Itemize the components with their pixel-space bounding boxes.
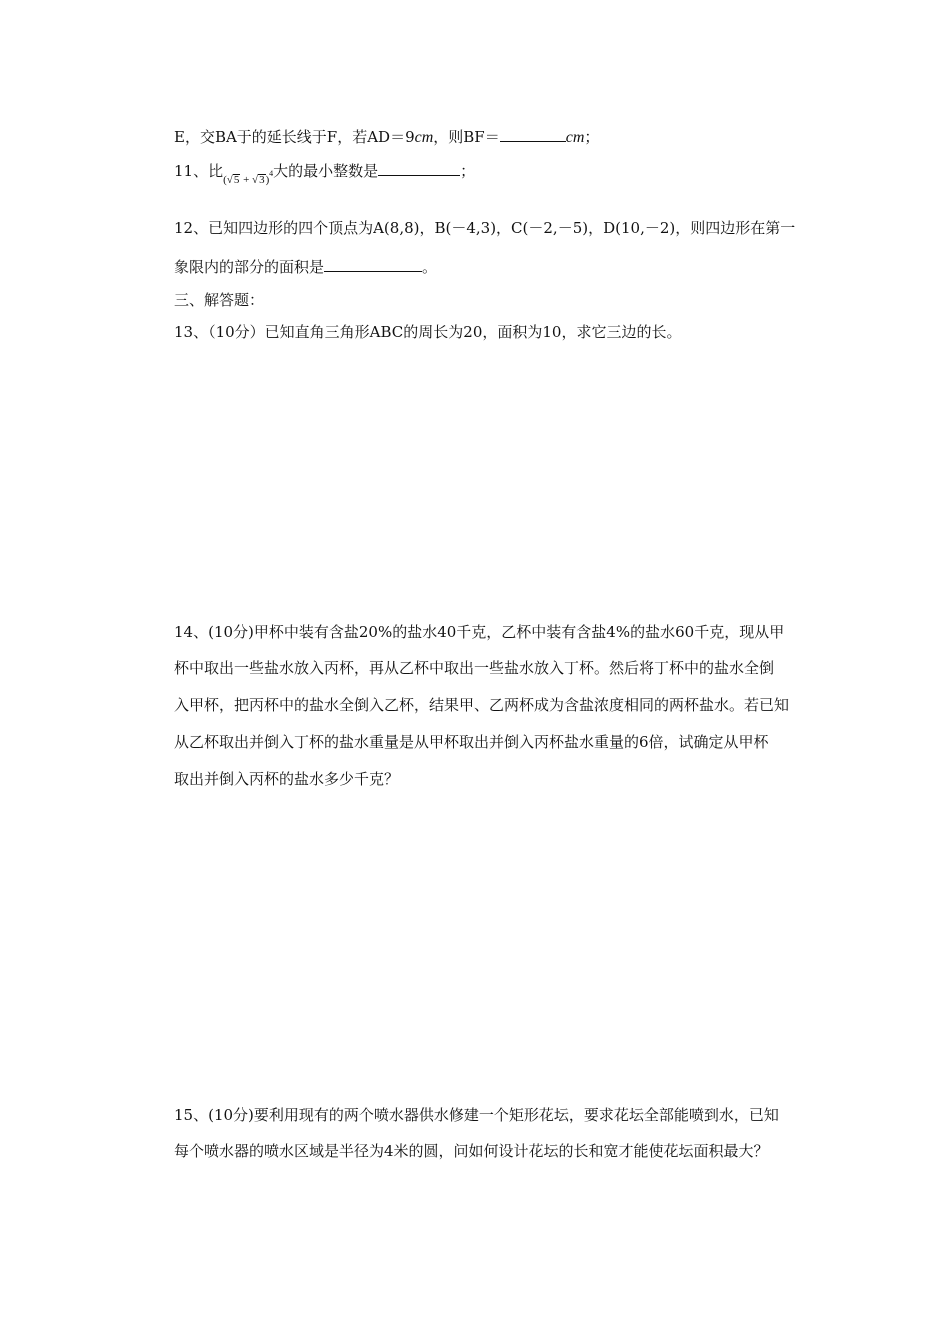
formula-plus: + — [240, 174, 253, 186]
q10-unit-2: cm — [565, 129, 585, 146]
formula-open-paren: ( — [223, 174, 227, 186]
q15-line-1: 15、(10分)要利用现有的两个喷水器供水修建一个矩形花坛，要求花坛全部能喷到水，已知 — [174, 1106, 779, 1124]
q11-end: ； — [460, 162, 476, 180]
q11-line — [174, 160, 475, 184]
q10-answer-blank[interactable] — [500, 126, 566, 142]
section-heading: 三、解答题： — [174, 291, 265, 309]
formula-exponent: 4 — [269, 169, 274, 178]
q10-tail-line — [174, 126, 599, 148]
q15-line-2: 每个喷水器的喷水区域是半径为4米的圆，问如何设计花坛的长和宽才能使花坛面积最大？ — [174, 1142, 769, 1160]
q12-answer-blank[interactable] — [324, 256, 422, 272]
q12-line-2-text: 象限内的部分的面积是 — [174, 258, 325, 276]
radical-sign-2: √ — [252, 174, 259, 186]
q11-formula — [223, 164, 273, 184]
radical-sign-1: √ — [226, 174, 233, 186]
q14-line-3: 入甲杯，把丙杯中的盐水全倒入乙杯，结果甲、乙两杯成为含盐浓度相同的两杯盐水。若已知 — [174, 696, 790, 714]
q10-unit-1: cm — [414, 129, 434, 146]
q11-suffix: 大的最小整数是 — [273, 162, 379, 180]
q11-prefix: 11、比 — [174, 162, 224, 180]
q11-answer-blank[interactable] — [378, 160, 460, 176]
q14-line-2: 杯中取出一些盐水放入丙杯，再从乙杯中取出一些盐水放入丁杯。然后将丁杯中的盐水全倒 — [174, 659, 775, 677]
formula-close-paren: ) — [265, 174, 270, 186]
q12-line-2 — [174, 256, 437, 277]
q12-end: 。 — [422, 258, 438, 276]
radicand-1: 5 — [233, 174, 240, 186]
q12-line-1: 12、已知四边形的四个顶点为A(8,8)，B(－4,3)，C(－2,－5)，D(10,－2)，则四边形在第一 — [174, 219, 796, 237]
q10-text-part1: E，交BA于的延长线于F，若AD＝9 — [174, 128, 415, 146]
q13-line: 13、（10分）已知直角三角形ABC的周长为20，面积为10，求它三边的长。 — [174, 323, 682, 341]
q14-line-5: 取出并倒入丙杯的盐水多少千克？ — [174, 770, 400, 788]
q10-text-part2: ，则BF＝ — [433, 128, 500, 146]
radicand-2: 3 — [259, 174, 265, 186]
q10-text-part3: ； — [584, 128, 600, 146]
q14-line-4: 从乙杯取出并倒入丁杯的盐水重量是从甲杯取出并倒入丙杯盐水重量的6倍，试确定从甲杯 — [174, 733, 769, 751]
q14-line-1: 14、(10分)甲杯中装有含盐20%的盐水40千克，乙杯中装有含盐4%的盐水60千克，现从甲 — [174, 623, 785, 641]
